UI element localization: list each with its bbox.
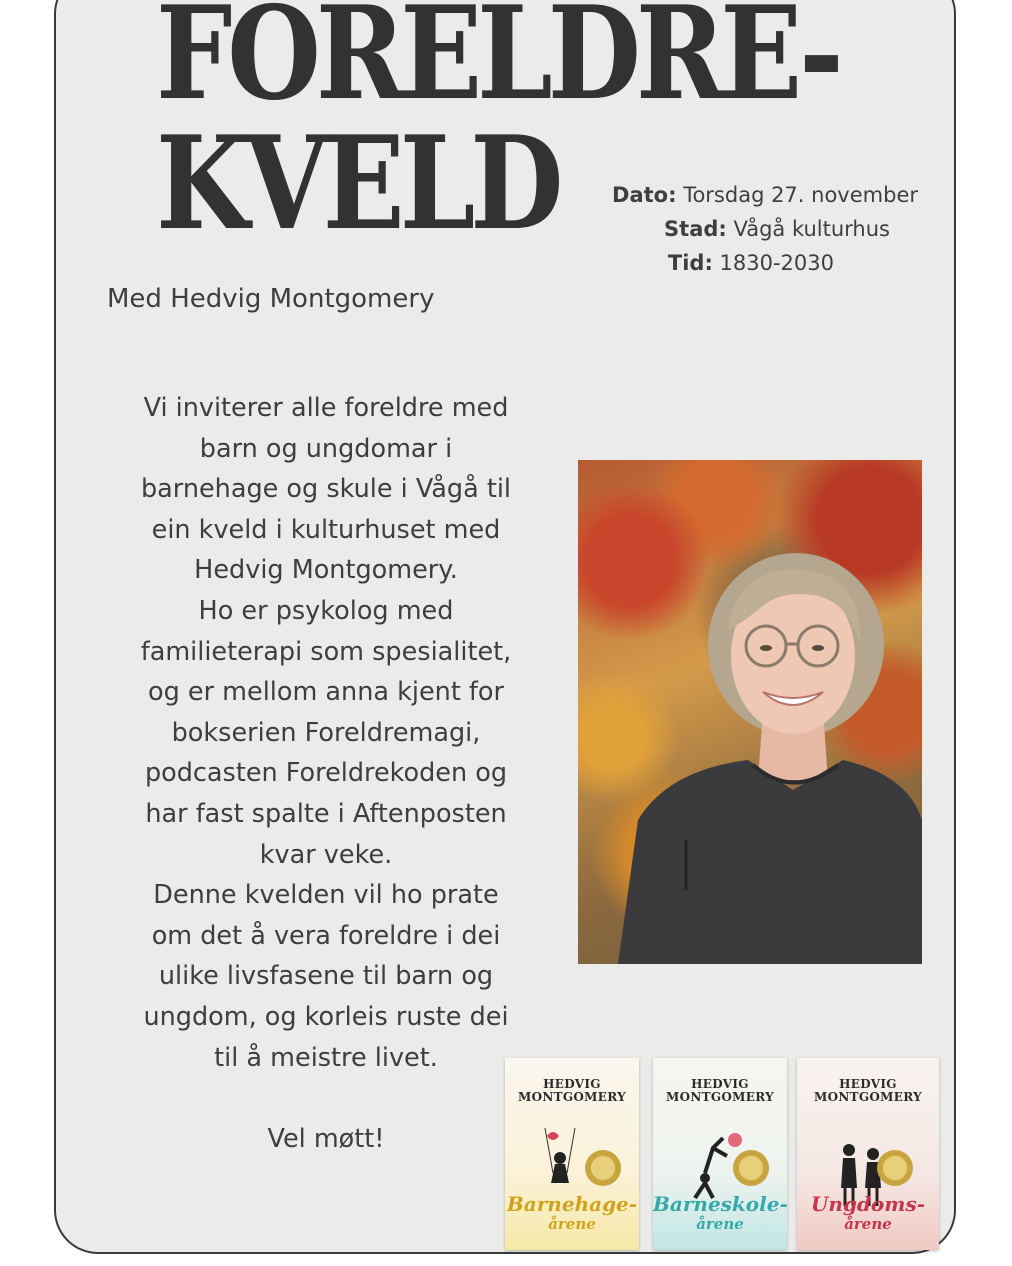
place-label: Stad:: [664, 217, 727, 241]
book-author-line2: MONTGOMERY: [814, 1090, 922, 1104]
body-line: barn og ungdomar i: [199, 433, 453, 464]
book-author-line2: MONTGOMERY: [518, 1090, 626, 1104]
body-line: og er mellom anna kjent for: [148, 677, 504, 708]
subtitle: Med Hedvig Montgomery: [107, 284, 435, 314]
body-line: ulike livsfasene til barn og: [158, 961, 494, 992]
body-line: Vi inviterer alle foreldre med: [143, 393, 509, 423]
place-row: [558, 212, 890, 246]
body-line: kvar veke.: [259, 839, 393, 870]
time-row: [558, 246, 834, 280]
time-label: Tid:: [667, 251, 713, 275]
award-seal-icon: [733, 1150, 769, 1186]
portrait-photo: [578, 460, 922, 964]
book-cover-ungdomsarene: [797, 1058, 939, 1250]
place-value: Vågå kulturhus: [733, 217, 890, 241]
award-seal-icon: [585, 1150, 621, 1186]
award-seal-icon: [877, 1150, 913, 1186]
body-line: Denne kvelden vil ho prate: [153, 880, 499, 911]
time-value: 1830-2030: [719, 251, 834, 275]
body-line: familieterapi som spesialitet,: [140, 636, 512, 667]
book-title: Barnehage-: [506, 1192, 638, 1216]
body-line: Hedvig Montgomery.: [194, 555, 458, 586]
book-author-line1: HEDVIG: [691, 1077, 749, 1091]
book-title-sub: årene: [844, 1215, 892, 1233]
book-title: Barneskole-: [653, 1192, 788, 1216]
date-label: Dato:: [612, 183, 677, 207]
portrait-illustration: [578, 460, 922, 964]
book-title-sub: årene: [696, 1215, 744, 1233]
body-line: bokserien Foreldremagi,: [171, 717, 481, 748]
book-covers: [505, 1058, 939, 1250]
date-value: Torsdag 27. november: [683, 183, 918, 207]
body-line: Ho er psykolog med: [198, 595, 454, 626]
welcome-text: Vel møtt!: [267, 1124, 385, 1154]
event-details: [558, 178, 918, 280]
body-line: ein kveld i kulturhuset med: [151, 514, 501, 545]
body-line: barnehage og skule i Vågå til: [140, 474, 512, 505]
body-line: til å meistre livet.: [214, 1042, 438, 1073]
body-line: podcasten Foreldrekoden og: [144, 758, 508, 789]
invitation-text: [96, 388, 556, 1078]
book-author-line1: HEDVIG: [839, 1077, 897, 1091]
body-line: har fast spalte i Aftenposten: [145, 798, 507, 829]
title-line-1: FORELDRE-: [156, 0, 839, 129]
book-cover-barnehagearene: [505, 1058, 639, 1250]
book-author-line1: HEDVIG: [543, 1077, 601, 1091]
book-cover-barneskolearene: [653, 1058, 787, 1250]
book-author-line2: MONTGOMERY: [666, 1090, 774, 1104]
title-line-2: KVELD: [156, 109, 559, 259]
body-line: ungdom, og korleis ruste dei: [143, 1001, 509, 1032]
body-line: om det å vera foreldre i dei: [151, 920, 501, 951]
book-title-sub: årene: [548, 1215, 596, 1233]
date-row: [558, 178, 918, 212]
book-title: Ungdoms-: [810, 1192, 925, 1216]
